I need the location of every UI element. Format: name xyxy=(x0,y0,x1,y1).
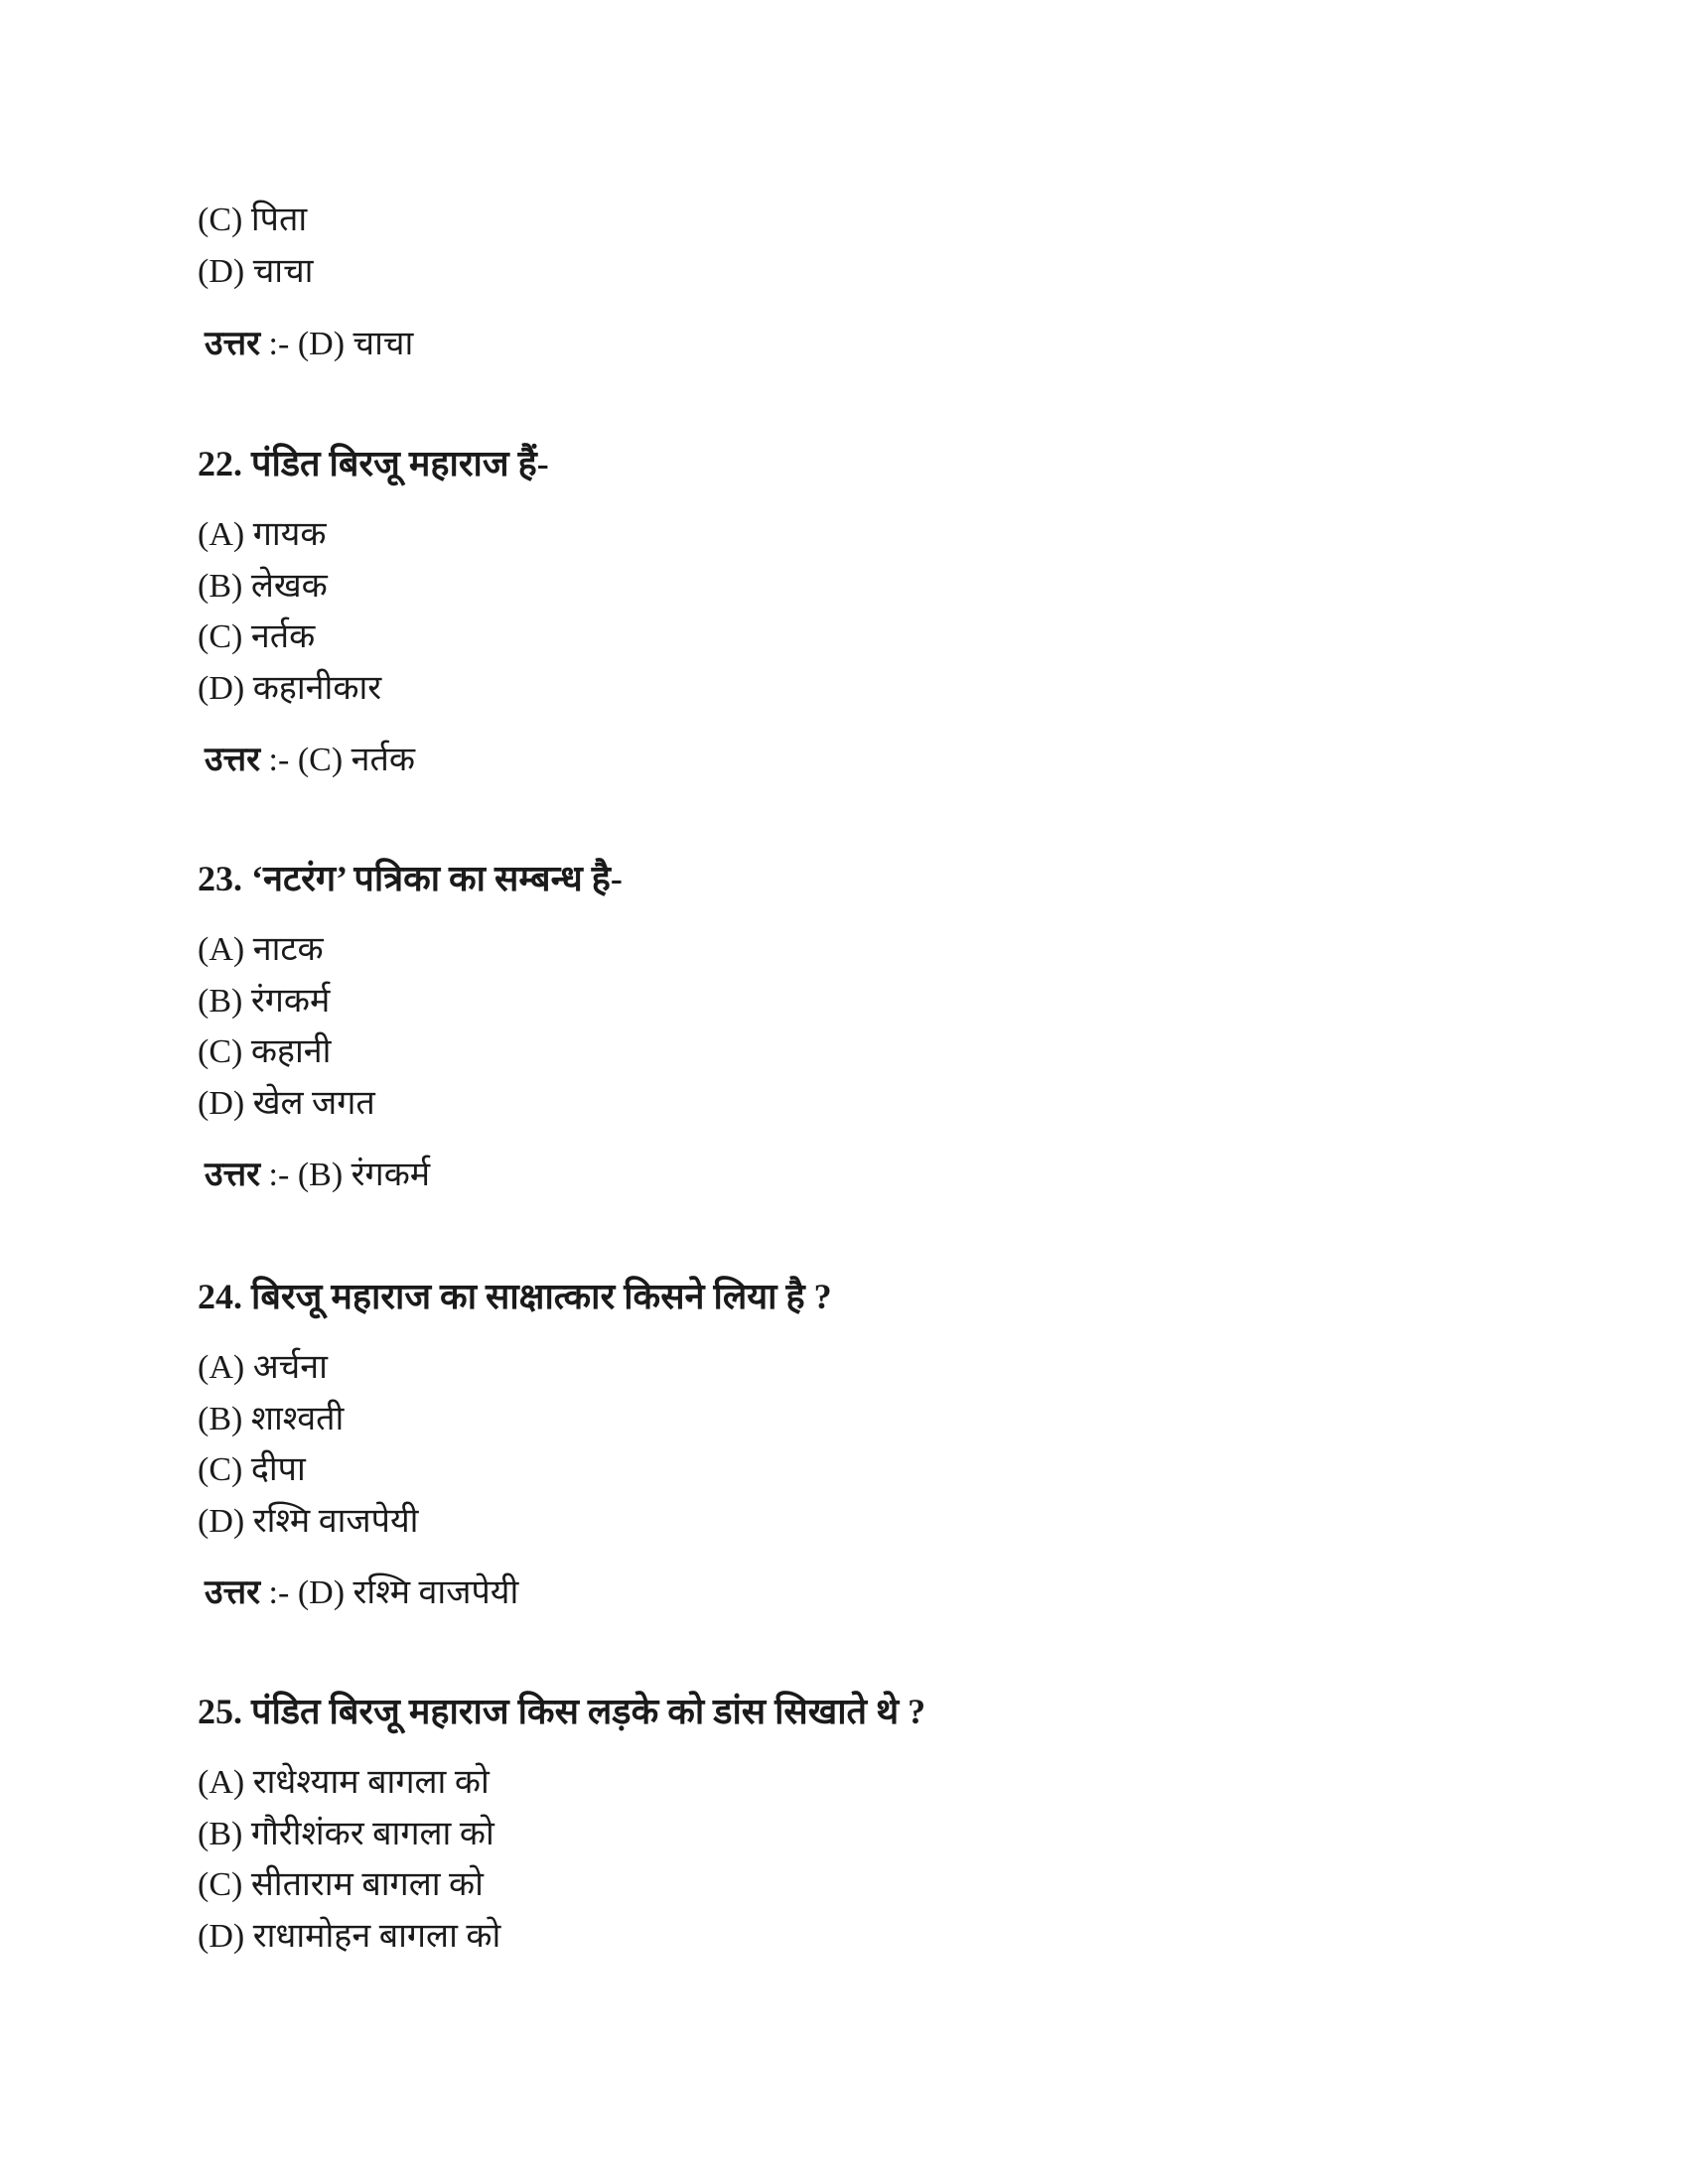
answer-value: (D) रश्मि वाजपेयी xyxy=(297,1574,519,1611)
answer-value: (B) रंगकर्म xyxy=(297,1157,431,1193)
option-text: (B) लेखक xyxy=(198,567,328,605)
option-text: (B) गौरीशंकर बागला को xyxy=(198,1815,494,1852)
option xyxy=(198,1813,494,1856)
option xyxy=(198,1398,344,1441)
option-text: (D) चाचा xyxy=(198,253,314,290)
option-text: (D) रश्मि वाजपेयी xyxy=(198,1502,419,1540)
question-text: पंडित बिरजू महाराज हैं- xyxy=(251,444,549,483)
answer-line xyxy=(205,1154,430,1197)
option xyxy=(198,667,381,711)
question-text: ‘नटरंग’ पत्रिका का सम्बन्ध है- xyxy=(251,859,623,898)
option-text: (A) गायक xyxy=(198,516,327,553)
question-number: 24. xyxy=(198,1277,242,1316)
answer-value: (C) नर्तक xyxy=(297,742,416,778)
option-text: (D) राधामोहन बागला को xyxy=(198,1917,501,1955)
answer-line xyxy=(205,323,413,366)
option xyxy=(198,1761,490,1805)
question-text: बिरजू महाराज का साक्षात्कार किसने लिया है ? xyxy=(251,1277,832,1316)
option xyxy=(198,1915,500,1959)
question-number: 22. xyxy=(198,444,242,483)
question-heading xyxy=(198,1690,925,1733)
question-heading xyxy=(198,442,549,485)
option-text: (B) शाश्वती xyxy=(198,1400,345,1437)
option xyxy=(198,980,330,1024)
answer-separator: :- xyxy=(260,742,298,778)
answer-separator: :- xyxy=(260,326,298,362)
answer-label: उत्तर xyxy=(205,1574,261,1611)
option-text: (A) अर्चना xyxy=(198,1349,328,1386)
answer-separator: :- xyxy=(260,1574,298,1611)
option-text: (A) राधेश्याम बागला को xyxy=(198,1764,490,1801)
option-text: (D) खेल जगत xyxy=(198,1084,375,1122)
option xyxy=(198,250,314,294)
option-text: (C) पिता xyxy=(198,202,308,238)
option-text: (C) सीताराम बागला को xyxy=(198,1866,484,1903)
question-number: 25. xyxy=(198,1692,242,1731)
answer-label: उत्तर xyxy=(205,742,261,778)
question-heading xyxy=(198,1275,832,1318)
option xyxy=(198,615,315,659)
option xyxy=(198,1082,375,1126)
option-text: (C) कहानी xyxy=(198,1033,332,1070)
answer-label: उत्तर xyxy=(205,1157,261,1193)
question-heading xyxy=(198,857,623,900)
option-text: (C) दीपा xyxy=(198,1451,306,1488)
option xyxy=(198,1346,328,1390)
answer-value: (D) चाचा xyxy=(297,326,414,362)
option xyxy=(198,565,328,609)
option-text: (C) नर्तक xyxy=(198,618,316,655)
option xyxy=(198,513,326,557)
answer-line xyxy=(205,1571,518,1615)
option xyxy=(198,199,307,242)
answer-line xyxy=(205,739,415,782)
option xyxy=(198,1500,418,1544)
option-text: (B) रंगकर्म xyxy=(198,982,331,1020)
option xyxy=(198,1030,331,1074)
question-text: पंडित बिरजू महाराज किस लड़के को डांस सिखाते थे ? xyxy=(251,1692,926,1731)
option xyxy=(198,928,324,972)
option-text: (D) कहानीकार xyxy=(198,669,382,707)
answer-separator: :- xyxy=(260,1157,298,1193)
answer-label: उत्तर xyxy=(205,326,261,362)
question-number: 23. xyxy=(198,859,242,898)
option-text: (A) नाटक xyxy=(198,931,324,968)
option xyxy=(198,1448,306,1492)
option xyxy=(198,1863,484,1907)
